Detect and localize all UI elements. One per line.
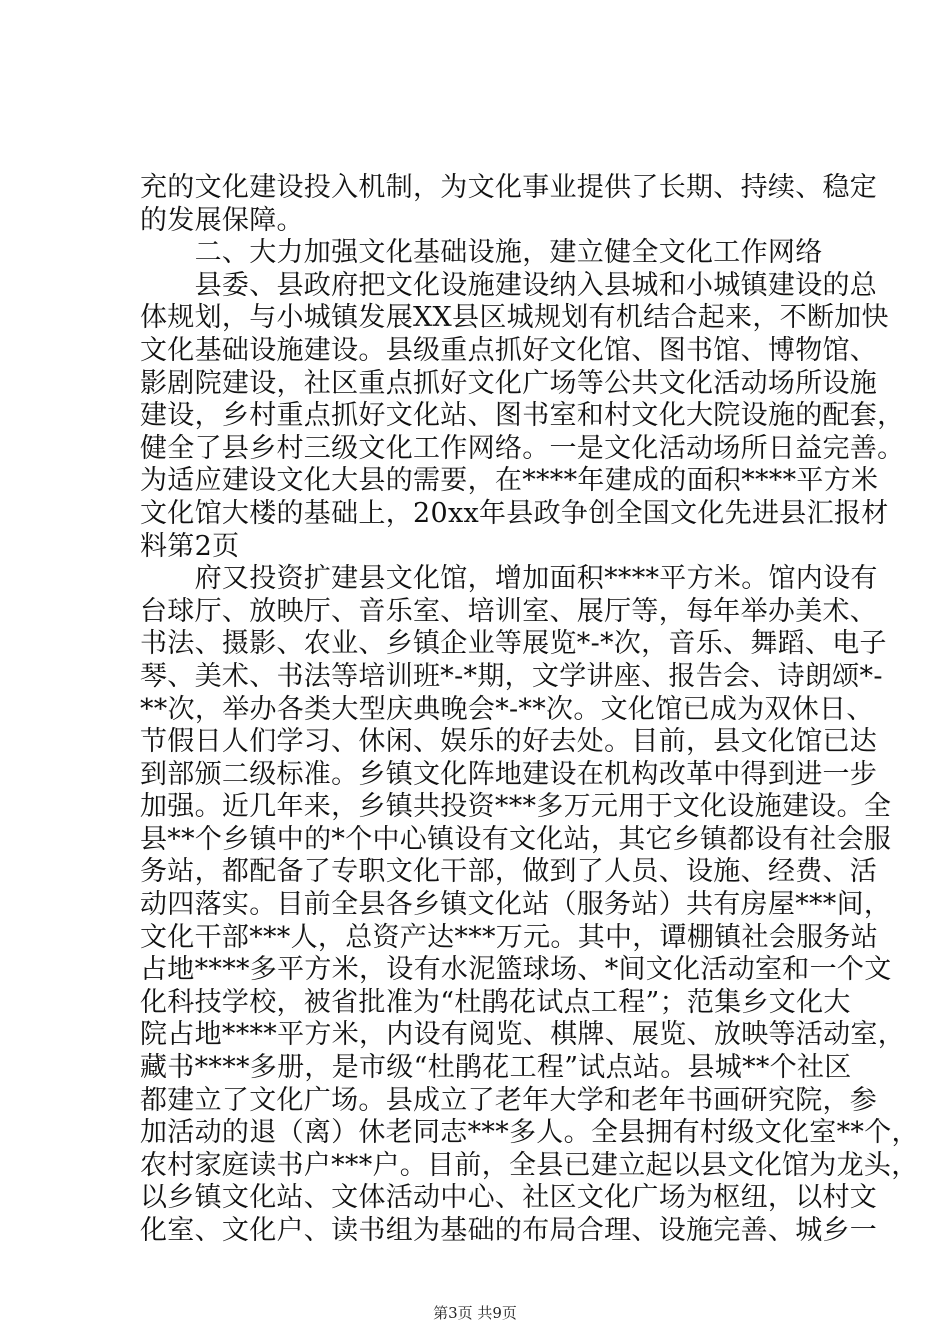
body-text-line: 体规划，与小城镇发展XX县区城规划有机结合起来，不断加快 xyxy=(140,302,889,334)
body-text-line: 加活动的退（离）休老同志***多人。全县拥有村级文化室**个， xyxy=(140,1117,919,1149)
body-text-line: 台球厅、放映厅、音乐室、培训室、展厅等，每年举办美术、 xyxy=(140,595,878,627)
body-text-line: 书法、摄影、农业、乡镇企业等展览*-*次，音乐、舞蹈、电子 xyxy=(140,628,887,660)
body-text-line: 文化馆大楼的基础上，20xx年县政争创全国文化先进县汇报材 xyxy=(140,497,889,529)
body-text-line: 充的文化建设投入机制，为文化事业提供了长期、持续、稳定 xyxy=(140,172,878,203)
body-text-line: 务站，都配备了专职文化干部，做到了人员、设施、经费、活 xyxy=(140,856,878,888)
body-text-line: 县委、县政府把文化设施建设纳入县城和小城镇建设的总 xyxy=(140,269,878,301)
body-text-line: 节假日人们学习、休闲、娱乐的好去处。目前，县文化馆已达 xyxy=(140,726,878,758)
body-text-line: 农村家庭读书户***户。目前，全县已建立起以县文化馆为龙头， xyxy=(140,1149,919,1181)
body-text-line: 都建立了文化广场。县成立了老年大学和老年书画研究院，参 xyxy=(140,1084,878,1116)
body-text-line: 藏书****多册，是市级“杜鹃花工程”试点站。县城**个社区 xyxy=(140,1052,852,1084)
body-text-line: 的发展保障。 xyxy=(140,204,304,236)
body-text-line: 化科技学校，被省批准为“杜鹃花试点工程”；范集乡文化大 xyxy=(140,986,851,1018)
body-text-line: 文化基础设施建设。县级重点抓好文化馆、图书馆、博物馆、 xyxy=(140,334,878,366)
body-text-line: 健全了县乡村三级文化工作网络。一是文化活动场所日益完善。 xyxy=(140,432,905,464)
document-body xyxy=(140,172,919,1248)
body-text-line: 府又投资扩建县文化馆，增加面积****平方米。馆内设有 xyxy=(140,563,878,595)
body-text-line: 文化干部***人，总资产达***万元。其中，谭棚镇社会服务站 xyxy=(140,921,878,953)
body-text-line: 加强。近几年来，乡镇共投资***多万元用于文化设施建设。全 xyxy=(140,791,892,823)
body-text-line: 建设，乡村重点抓好文化站、图书室和村文化大院设施的配套， xyxy=(140,400,905,432)
body-text-line: 县**个乡镇中的*个中心镇设有文化站，其它乡镇都设有社会服 xyxy=(140,823,892,855)
body-text-line: 化室、文化户、读书组为基础的布局合理、设施完善、城乡一 xyxy=(140,1215,878,1246)
body-text-line: 以乡镇文化站、文体活动中心、社区文化广场为枢纽，以村文 xyxy=(140,1182,878,1214)
body-text-line: 影剧院建设，社区重点抓好文化广场等公共文化活动场所设施 xyxy=(140,367,878,399)
page-footer: 第3页 共9页 xyxy=(433,1304,517,1322)
body-text-line: 动四落实。目前全县各乡镇文化站（服务站）共有房屋***间， xyxy=(140,889,892,921)
body-text-line: 院占地****平方米，内设有阅览、棋牌、展览、放映等活动室， xyxy=(140,1019,905,1051)
body-text-line: 到部颁二级标准。乡镇文化阵地建设在机构改革中得到进一步 xyxy=(140,758,878,790)
body-text-line: **次，举办各类大型庆典晚会*-**次。文化馆已成为双休日、 xyxy=(140,693,874,725)
body-text-line: 占地****多平方米，设有水泥篮球场、*间文化活动室和一个文 xyxy=(140,954,892,986)
body-text-line: 料第2页 xyxy=(140,530,240,562)
body-text-line: 为适应建设文化大县的需要，在****年建成的面积****平方米 xyxy=(140,465,879,497)
section-heading: 二、大力加强文化基础设施，建立健全文化工作网络 xyxy=(140,237,823,269)
body-text-line: 琴、美术、书法等培训班*-*期，文学讲座、报告会、诗朗颂*- xyxy=(140,660,883,692)
